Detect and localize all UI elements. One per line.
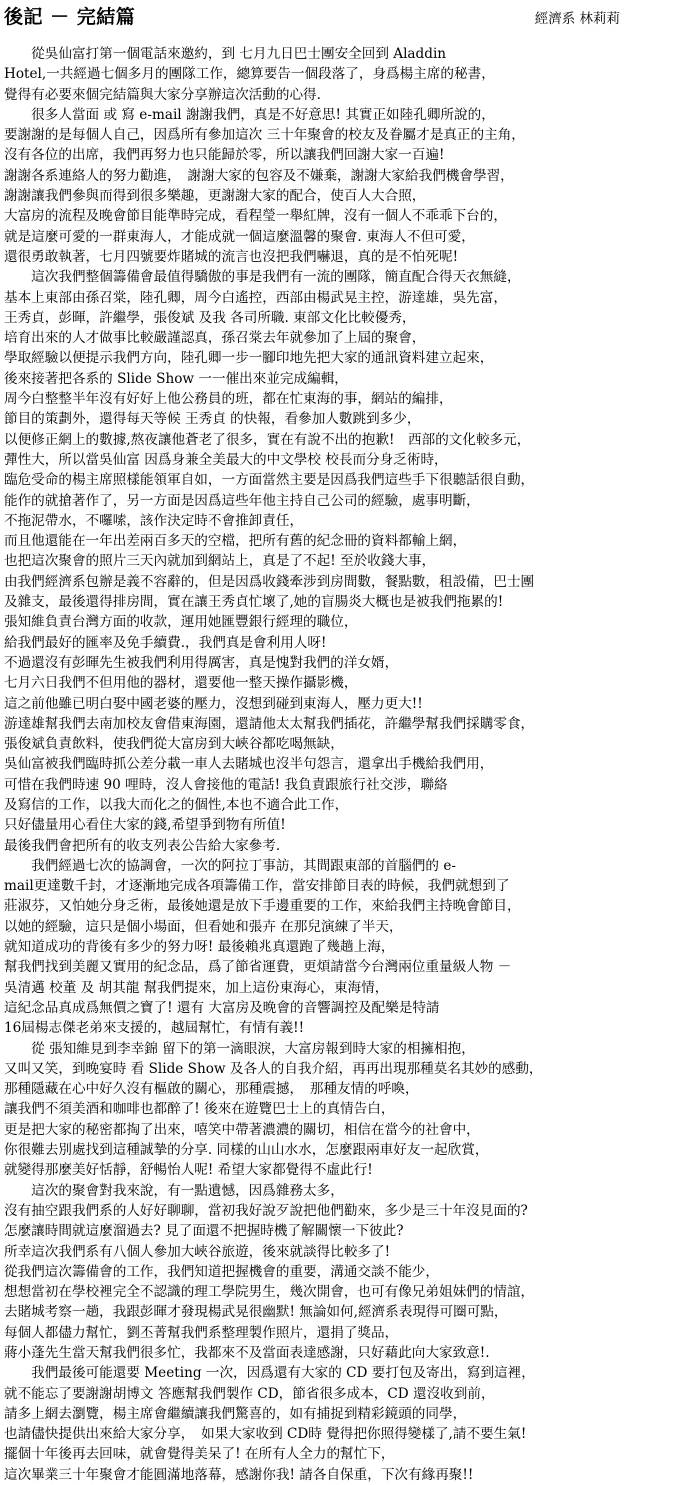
body-line: 讓我們不須美酒和咖啡也都醉了! 後來在遊覽巴士上的真情告白， [4, 1101, 395, 1118]
body-line: 就知道成功的背後有多少的努力呀! 最後賴兆真還跑了幾趟上海， [4, 939, 395, 956]
body-line: 培育出來的人才做事比較嚴謹認真，孫召棠去年就參加了上屆的聚會， [4, 330, 426, 347]
body-line: 節目的策劃外，還得每天等候 王秀貞 的快報，看參加人數跳到多少， [4, 411, 421, 428]
body-line: 及雜支，最後還得排房間，實在讓王秀貞忙壞了,她的盲腸炎大概也是被我們拖累的! [4, 594, 504, 611]
document-page [4, 0, 674, 1485]
body-line: 這次畢業三十年聚會才能圓滿地落幕，感謝你我! 請各自保重，下次有緣再聚!! [4, 1466, 474, 1483]
body-line: 張知維負責台灣方面的收款，運用她匯豐銀行經理的職位， [4, 614, 358, 631]
body-line: 你很難去別處找到這種誠摯的分享. 同樣的山山水水，怎麼跟兩車好友一起欣賞， [4, 1142, 489, 1159]
body-line: 莊淑芬，又怕她分身乏術，最後她還是放下手邊重要的工作，來給我們主持晚會節目， [4, 898, 521, 915]
body-line: 擺個十年後再去回味，就會覺得美呆了! 在所有人全力的幫忙下， [4, 1446, 395, 1463]
body-line: 這次的聚會對我來說，有一點遺憾，因爲雜務太多， [4, 1182, 344, 1199]
body-line: 能作的就搶著作了，另一方面是因爲這些年他主持自己公司的經驗，處事明斷， [4, 492, 480, 509]
body-line: 以便修正網上的數據,熬夜讓他蒼老了很多，實在有說不出的抱歉! 西部的文化較多元， [4, 431, 531, 448]
body-line: 從吳仙富打第一個電話來邀約，到 七月九日巴士團安全回到 Aladdin [4, 46, 447, 62]
body-line: 那種隱藏在心中好久沒有樞啟的關心，那種震撼， 那種友情的呼喚， [4, 1081, 419, 1098]
body-line: 覺得有必要來個完結篇與大家分享辦這次活動的心得. [4, 86, 321, 103]
body-line: 可惜在我們時速 90 哩時，沒人會接他的電話! 我負責跟旅行社交涉，聯絡 [4, 776, 448, 793]
body-line: 也請儘快提供出來給大家分享， 如果大家收到 CD時 覺得把你照得變樣了,請不要生氣! [4, 1426, 527, 1443]
body-line: 張俊斌負責飲料，使我們從大富房到大峽谷都吃喝無缺， [4, 736, 344, 753]
body-line: 謝謝讓我們參與而得到很多樂趣，更謝謝大家的配合，使百人大合照， [4, 188, 426, 205]
body-line: 周今白整整半年沒有好好上他公務員的班，都在忙東海的事，網站的編排， [4, 391, 453, 408]
body-line: 很多人當面 或 寫 e-mail 謝謝我們，真是不好意思! 其實正如陸孔卿所說的， [4, 106, 495, 123]
body-line: 給我們最好的匯率及免手續費.，我們真是會利用人呀! [4, 634, 327, 651]
body-line: 最後我們會把所有的收支列表公告給大家參考. [4, 837, 281, 854]
body-line: mail更達數千封，才逐漸地完成各項籌備工作，當安排節目表的時候，我們就想到了 [4, 878, 510, 895]
body-line: 臨危受命的楊主席照樣能領軍自如，一方面當然主要是因爲我們這些手下很聽話很自動， [4, 472, 535, 489]
body-line: 沒有抽空跟我們系的人好好聊聊，當初我好說歹說把他們勸來，多少是三十年沒見面的? [4, 1202, 528, 1219]
body-line: 吳清邁 校董 及 胡其龍 幫我們提來，加上這份東海心，東海情， [4, 979, 389, 996]
body-line: 蔣小蓬先生當天幫我們很多忙，我都來不及當面表達感謝，只好藉此向大家致意!. [4, 1345, 490, 1361]
body-line: 也把這次聚會的照片三天內就加到網站上，真是了不起! 至於收錢大事， [4, 553, 436, 570]
body-line: 後來接著把各系的 Slide Show 一一催出來並完成編輯， [4, 370, 348, 387]
body-line: 從 張知維見到李幸錦 留下的第一滴眼淚，大富房報到時大家的相擁相抱， [4, 1040, 475, 1057]
body-line: 彈性大，所以當吳仙富 因爲身兼全美最大的中文學校 校長而分身乏術時， [4, 451, 448, 468]
body-line: 就是這麼可愛的一群東海人，才能成就一個這麼溫馨的聚會. 東海人不但可愛， [4, 228, 475, 245]
document-header [4, 0, 674, 28]
body-line: 想想當初在學校裡完全不認識的理工學院男生，幾次開會，也可有像兄弟姐妹們的情誼， [4, 1284, 535, 1301]
body-line: 由我們經濟系包辦是義不容辭的，但是因爲收錢牽涉到房間數，餐點數，租設備，巴士團 [4, 573, 535, 590]
body-line: 沒有各位的出席，我們再努力也只能歸於零，所以讓我們回謝大家一百遍! [4, 147, 445, 164]
body-line: 就不能忘了要謝謝胡博文 答應幫我們製作 CD，節省很多成本，CD 還沒收到前， [4, 1385, 495, 1402]
body-line: 基本上東部由孫召棠，陸孔卿，周今白遙控，西部由楊武晃主控，游達雄，吳先富， [4, 289, 507, 306]
body-line: 又叫又笑，到晚宴時 看 Slide Show 及各人的自我介紹，再再出現那種莫名其妙的感動， [4, 1060, 543, 1077]
body-line: 從我們這次籌備會的工作，我們知道把握機會的重要，溝通交談不能少， [4, 1263, 439, 1280]
body-line: 這紀念品真成爲無價之寶了! 還有 大富房及晚會的音響調控及配樂是特請 [4, 999, 440, 1016]
body-line: 請多上網去瀏覽，楊主席會繼續讓我們驚喜的，如有捕捉到精彩鏡頭的同學， [4, 1405, 467, 1422]
body-line: 不拖泥帶水，不囉嗦，該作決定時不會推卸責任， [4, 512, 304, 529]
body-line: 我們最後可能還要 Meeting 一次，因爲還有大家的 CD 要打包及寄出，寫到這裡， [4, 1365, 535, 1382]
body-line: 而且他還能在一年出差兩百多天的空檔，把所有舊的紀念冊的資料都輸上網， [4, 533, 467, 550]
body-line: 吳仙富被我們臨時抓公差分載一車人去賭城也沒半句怨言，還拿出手機給我們用， [4, 756, 494, 773]
body-line: 就變得那麼美好恬靜，舒暢怡人呢! 希望大家都覺得不虛此行! [4, 1162, 373, 1179]
body-line: 這次我們整個籌備會最值得驕傲的事是我們有一流的團隊，簡直配合得天衣無縫， [4, 269, 521, 286]
body-line: 七月六日我們不但用他的器材，還要他一整天操作攝影機， [4, 675, 358, 692]
body-line: 謝謝各系連絡人的努力勸進， 謝謝大家的包容及不嫌棄，謝謝大家給我們機會學習， [4, 167, 514, 184]
body-line: 每個人都儘力幫忙，劉丕菁幫我們系整理製作照片，還捐了獎品， [4, 1324, 399, 1341]
body-line: 這之前他雖已明白娶中國老婆的壓力，沒想到碰到東海人，壓力更大!! [4, 695, 423, 712]
body-line: 以她的經驗，這只是個小場面，但看她和張卉 在那兒演練了半天， [4, 918, 403, 935]
body-line: 及寫信的工作，以我大而化之的個性,本也不適合此工作， [4, 796, 349, 813]
body-line: 更是把大家的秘密都掏了出來，嘻笑中帶著濃濃的關切，相信在當今的社會中， [4, 1121, 480, 1138]
body-line: 大富房的流程及晚會節目能準時完成，看程瑩一舉紅牌，沒有一個人不乖乖下台的， [4, 208, 507, 225]
body-line: 16屆楊志傑老弟來支援的，越屆幫忙，有情有義!! [4, 1020, 305, 1037]
body-line: 王秀貞，彭暉，許繼學，張俊斌 及我 各司所職. 東部文化比較優秀， [4, 309, 416, 326]
document-title: 後記 － 完結篇 [4, 6, 136, 28]
body-line: 要謝謝的是每個人自己，因爲所有參加這次 三十年聚會的校友及眷屬才是真正的主角， [4, 127, 525, 144]
body-line: 還很勇敢執著，七月四號要炸賭城的流言也沒把我們嚇退，真的是不怕死呢! [4, 248, 459, 265]
document-author: 經濟系 林莉莉 [534, 11, 620, 27]
body-line: 怎麼讓時間就這麼溜過去? 見了面還不把握時機了解關懷一下彼此? [4, 1223, 404, 1240]
body-line: 我們經過七次的協調會，一次的阿拉丁事訪，其間跟東部的首腦們的 e- [4, 857, 456, 874]
body-line: 幫我們找到美麗又實用的紀念品，爲了節省運費，更煩請當今台灣兩位重量級人物 － [4, 959, 512, 976]
body-line: 不過還沒有彭暉先生被我們利用得厲害，真是愧對我們的洋女婿， [4, 654, 399, 671]
document-body [4, 44, 674, 1485]
body-line: 只好儘量用心看住大家的錢,希望爭到物有所值! [4, 817, 286, 834]
body-line: 游達雄幫我們去南加校友會借東海園，還請他太太幫我們插花，許繼學幫我們採購零食， [4, 715, 535, 732]
body-line: 學取經驗以便提示我們方向，陸孔卿一步一腳印地先把大家的通訊資料建立起來， [4, 350, 494, 367]
body-line: 所幸這次我們系有八個人參加大峽谷旅遊，後來就談得比較多了! [4, 1243, 391, 1260]
body-line: Hotel,一共經過七個多月的團隊工作，總算要告一個段落了，身爲楊主席的秘書， [4, 66, 495, 83]
body-line: 去賭城考察一趟，我跟彭暉才發現楊武晃很幽默! 無論如何,經濟系表現得可圈可點， [4, 1304, 508, 1321]
